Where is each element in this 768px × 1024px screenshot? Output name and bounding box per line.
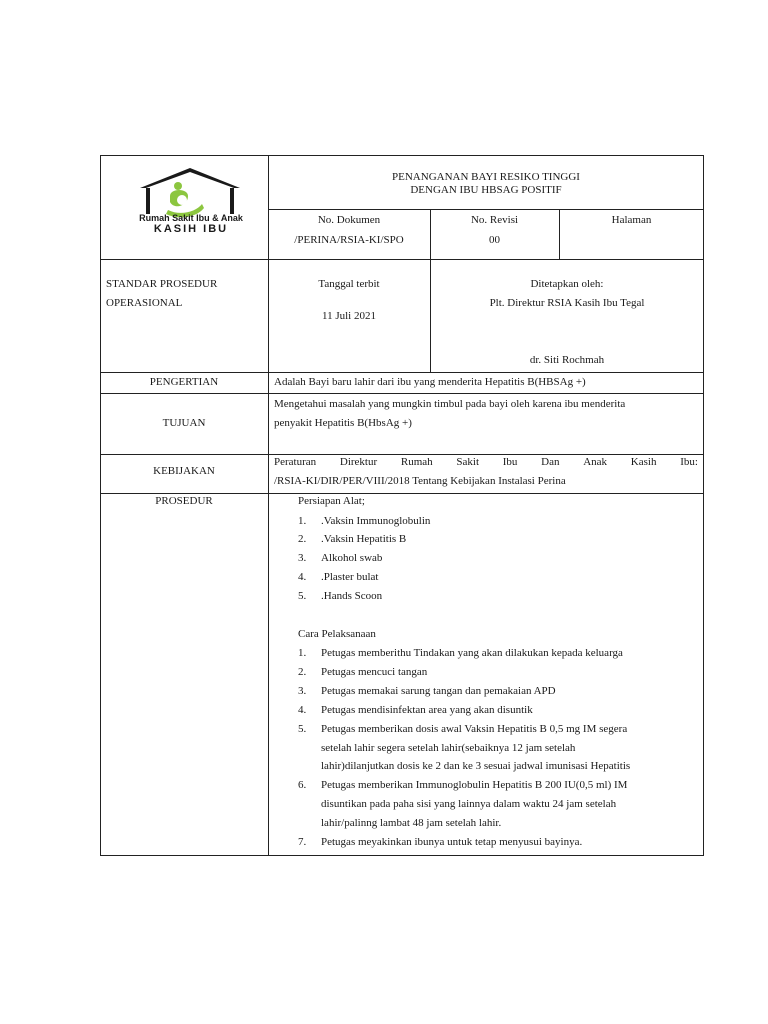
row-divider-sop [100, 372, 704, 373]
cara-step-text: Petugas memberithu Tindakan yang akan dilakukan kepada keluarga [321, 647, 623, 659]
document-title-line2: DENGAN IBU HBSAG POSITIF [410, 184, 562, 196]
no-revisi-label: No. Revisi [470, 214, 519, 226]
persiapan-alat-heading: Persiapan Alat; [298, 495, 365, 507]
cara-step-number: 4. [298, 704, 307, 716]
halaman-label: Halaman [611, 214, 652, 226]
kebijakan-word: Dan [541, 456, 560, 468]
tanggal-terbit-label: Tanggal terbit [318, 278, 380, 290]
kebijakan-word: Anak [583, 456, 608, 468]
kebijakan-word: Rumah [400, 456, 433, 468]
no-dokumen-value: /PERINA/RSIA-KI/SPO [294, 234, 404, 246]
cara-step-number: 6. [298, 779, 307, 791]
kebijakan-word: Direktur [339, 456, 378, 468]
no-dokumen-label: No. Dokumen [317, 214, 381, 226]
cara-step-text: Petugas mencuci tangan [321, 666, 428, 678]
tanggal-terbit-value: 11 Juli 2021 [322, 310, 376, 322]
cara-step-number: 5. [298, 723, 307, 735]
kebijakan-word: Peraturan [274, 456, 317, 468]
alat-item-number: 3. [298, 552, 307, 564]
cara-step-text: Petugas memberikan dosis awal Vaksin Hepatitis B 0,5 mg IM segera [321, 723, 628, 735]
kebijakan-word: Ibu [502, 456, 518, 468]
alat-item-text: .Hands Scoon [321, 590, 383, 602]
kebijakan-label: KEBIJAKAN [153, 465, 215, 477]
sop-label-line1: STANDAR PROSEDUR [106, 278, 218, 290]
tujuan-text-line1: Mengetahui masalah yang mungkin timbul pada bayi oleh karena ibu menderita [274, 398, 626, 410]
cara-step-text: Petugas memakai sarung tangan dan pemakaian APD [321, 685, 556, 697]
cara-step-text: Petugas meyakinkan ibunya untuk tetap menyusui bayinya. [321, 836, 583, 848]
cara-step-text: disuntikan pada paha sisi yang lainnya dalam waktu 24 jam setelah [321, 798, 617, 810]
cara-step-text: lahir)dilanjutkan dosis ke 2 dan ke 3 sesuai jadwal imunisasi Hepatitis [321, 760, 631, 772]
cara-step-number: 2. [298, 666, 307, 678]
col-divider-main [268, 155, 269, 856]
jabatan-direktur: Plt. Direktur RSIA Kasih Ibu Tegal [489, 297, 645, 309]
alat-item-number: 4. [298, 571, 307, 583]
no-revisi-value: 00 [489, 234, 500, 246]
cara-step-number: 7. [298, 836, 307, 848]
cara-step-number: 3. [298, 685, 307, 697]
alat-item-number: 5. [298, 590, 307, 602]
logo-line1: Rumah Sakit Ibu & Anak [139, 213, 243, 223]
alat-item-number: 1. [298, 515, 307, 527]
pengertian-text: Adalah Bayi baru lahir dari ibu yang menderita Hepatitis B(HBSAg +) [274, 376, 586, 388]
row-divider-pengertian [100, 393, 704, 394]
kebijakan-word: Sakit [456, 456, 480, 468]
cara-step-text: setelah lahir segera setelah lahir(sebaiknya 12 jam setelah [321, 742, 576, 754]
alat-item-number: 2. [298, 533, 307, 545]
document-title-line1: PENANGANAN BAYI RESIKO TINGGI [392, 171, 580, 183]
pengertian-label: PENGERTIAN [149, 376, 219, 388]
cara-step-text: Petugas mendisinfektan area yang akan disuntik [321, 704, 533, 716]
cara-step-text: Petugas memberikan Immunoglobulin Hepatitis B 200 IU(0,5 ml) IM [321, 779, 628, 791]
cara-pelaksanaan-heading: Cara Pelaksanaan [298, 628, 376, 640]
row-divider-title [268, 209, 704, 210]
sop-label-line2: OPERASIONAL [106, 297, 183, 309]
cara-step-text: lahir/palinng lambat 48 jam setelah lahir. [321, 817, 502, 829]
alat-item-text: .Vaksin Hepatitis B [321, 533, 407, 545]
nama-direktur: dr. Siti Rochmah [529, 354, 605, 366]
tujuan-text-line2: penyakit Hepatitis B(HbsAg +) [274, 417, 412, 429]
kebijakan-word: Ibu: [680, 456, 698, 468]
alat-item-text: .Plaster bulat [321, 571, 379, 583]
alat-item-text: Alkohol swab [321, 552, 383, 564]
kebijakan-text-line1 [274, 455, 698, 469]
kebijakan-word: Kasih [630, 456, 657, 468]
logo-line2: KASIH IBU [153, 223, 229, 235]
alat-item-text: .Vaksin Immunoglobulin [321, 515, 431, 527]
row-divider-header [100, 259, 704, 260]
prosedur-label: PROSEDUR [155, 495, 213, 507]
ditetapkan-label: Ditetapkan oleh: [530, 278, 604, 290]
cara-step-number: 1. [298, 647, 307, 659]
kebijakan-text-line2: /RSIA-KI/DIR/PER/VIII/2018 Tentang Kebijakan Instalasi Perina [274, 475, 566, 487]
tujuan-label: TUJUAN [162, 417, 206, 429]
